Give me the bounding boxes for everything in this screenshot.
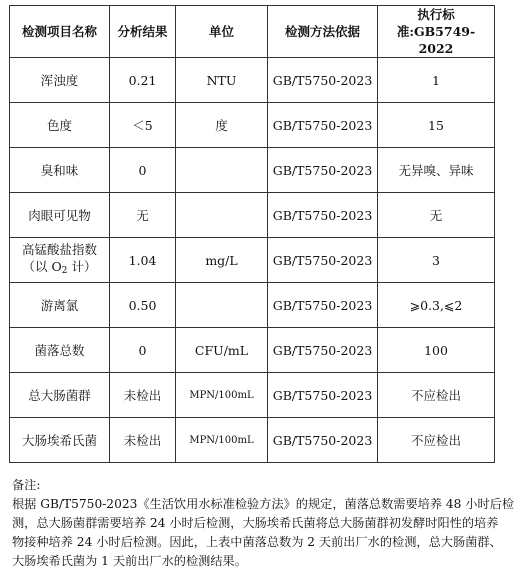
cell-standard: 100 <box>378 328 495 373</box>
notes-line: 测，总大肠菌群需要培养 24 小时后检测，大肠埃希氏菌将总大肠菌群初发酵时阳性的培养 <box>12 516 499 530</box>
cell-method: GB/T5750-2023 <box>268 103 378 148</box>
header-item: 检测项目名称 <box>10 6 110 58</box>
table-row <box>10 283 495 328</box>
cell-method: GB/T5750-2023 <box>268 373 378 418</box>
cell-item-line2-prefix: （以 O <box>22 258 62 274</box>
table-header-row <box>10 6 495 58</box>
cell-unit: NTU <box>176 58 268 103</box>
cell-standard: ⩾0.3,⩽2 <box>378 283 495 328</box>
notes-line: 物接种培养 24 小时后检测。因此，上表中菌落总数为 2 天前出厂水的检测，总大肠菌群、 <box>12 535 502 549</box>
table-row <box>10 58 495 103</box>
cell-method: GB/T5750-2023 <box>268 283 378 328</box>
cell-item <box>10 238 110 283</box>
cell-item: 色度 <box>10 103 110 148</box>
cell-item: 菌落总数 <box>10 328 110 373</box>
cell-unit <box>176 148 268 193</box>
header-unit: 单位 <box>176 6 268 58</box>
cell-method: GB/T5750-2023 <box>268 328 378 373</box>
table-row <box>10 238 495 283</box>
cell-unit: CFU/mL <box>176 328 268 373</box>
cell-result: 无 <box>110 193 176 238</box>
cell-item: 大肠埃希氏菌 <box>10 418 110 463</box>
header-standard-line1: 执行标 <box>417 7 455 22</box>
cell-standard: 不应检出 <box>378 418 495 463</box>
cell-unit <box>176 193 268 238</box>
cell-item-line1: 高锰酸盐指数 <box>21 241 97 257</box>
table-row <box>10 373 495 418</box>
notes-title: 备注: <box>12 478 41 492</box>
cell-item: 浑浊度 <box>10 58 110 103</box>
cell-result: 0 <box>110 328 176 373</box>
table-row <box>10 103 495 148</box>
header-method: 检测方法依据 <box>268 6 378 58</box>
cell-unit: mg/L <box>176 238 268 283</box>
cell-result: 未检出 <box>110 418 176 463</box>
cell-item: 游离氯 <box>10 283 110 328</box>
cell-unit <box>176 283 268 328</box>
table-row <box>10 148 495 193</box>
header-result: 分析结果 <box>110 6 176 58</box>
cell-standard: 无 <box>378 193 495 238</box>
cell-method: GB/T5750-2023 <box>268 58 378 103</box>
cell-item: 臭和味 <box>10 148 110 193</box>
notes-section <box>12 476 522 571</box>
cell-standard: 不应检出 <box>378 373 495 418</box>
table-row <box>10 418 495 463</box>
cell-standard: 3 <box>378 238 495 283</box>
cell-method: GB/T5750-2023 <box>268 148 378 193</box>
cell-item-line2 <box>12 258 107 280</box>
cell-unit: 度 <box>176 103 268 148</box>
header-standard <box>378 6 495 58</box>
cell-result: 0.50 <box>110 283 176 328</box>
cell-item: 总大肠菌群 <box>10 373 110 418</box>
cell-result: 1.04 <box>110 238 176 283</box>
cell-item-line2-subscript: 2 <box>61 265 68 276</box>
cell-method: GB/T5750-2023 <box>268 418 378 463</box>
cell-method: GB/T5750-2023 <box>268 238 378 283</box>
table-row <box>10 328 495 373</box>
cell-method: GB/T5750-2023 <box>268 193 378 238</box>
cell-result: 0.21 <box>110 58 176 103</box>
cell-standard: 1 <box>378 58 495 103</box>
header-standard-line2: 准:GB5749-2022 <box>396 24 476 56</box>
cell-result: 未检出 <box>110 373 176 418</box>
notes-line: 大肠埃希氏菌为 1 天前出厂水的检测结果。 <box>12 554 247 568</box>
table-row <box>10 193 495 238</box>
cell-result: ＜5 <box>110 103 176 148</box>
cell-standard: 15 <box>378 103 495 148</box>
notes-line: 根据 GB/T5750-2023《生活饮用水标准检验方法》的规定，菌落总数需要培养 48 小时后检 <box>12 497 515 511</box>
water-quality-table <box>9 5 495 463</box>
cell-standard: 无异嗅、异味 <box>378 148 495 193</box>
cell-result: 0 <box>110 148 176 193</box>
cell-unit: MPN/100mL <box>176 373 268 418</box>
cell-item: 肉眼可见物 <box>10 193 110 238</box>
cell-unit: MPN/100mL <box>176 418 268 463</box>
cell-item-line2-suffix: 计） <box>67 258 97 274</box>
